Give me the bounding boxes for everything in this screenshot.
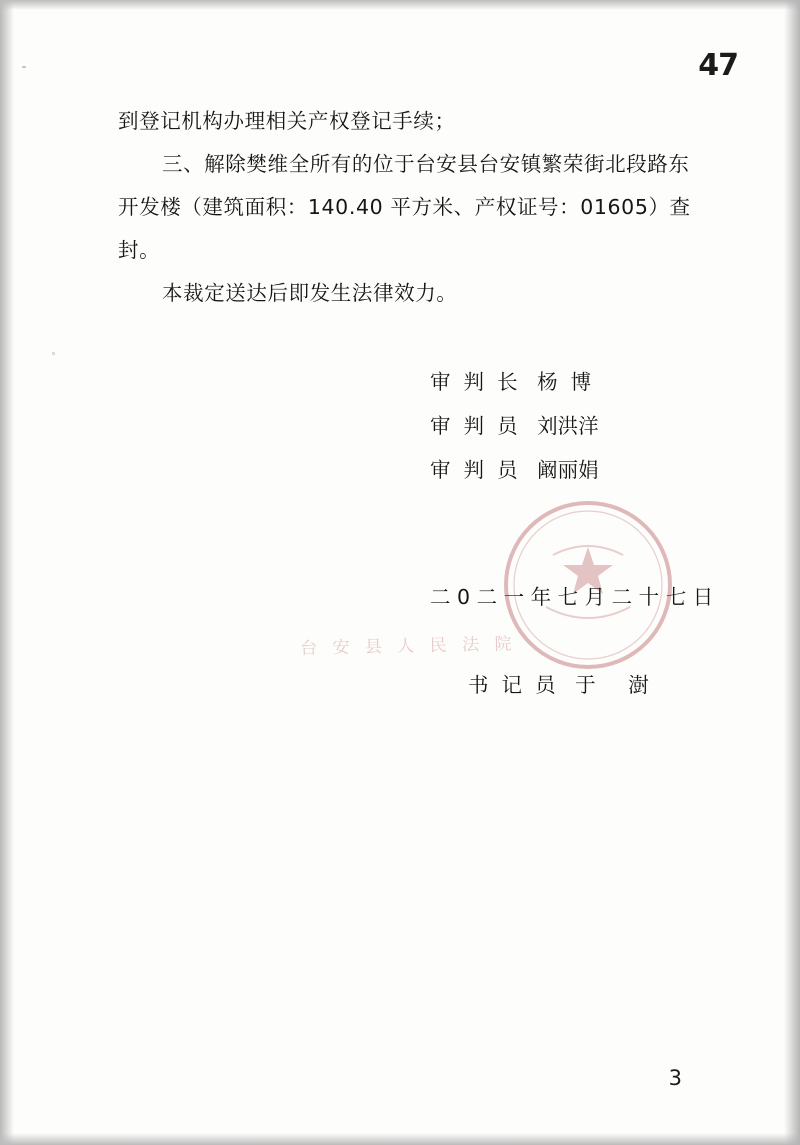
header-page-number: 47 [698,48,738,83]
document-body [118,100,698,315]
signature-name: 杨 博 [537,370,592,394]
footer-page-number: 3 [668,1066,682,1090]
signature-role: 审 判 长 [430,370,518,394]
signature-row [430,448,730,492]
signature-row [430,360,730,404]
clerk-line: 书 记 员 于 澍 [468,673,649,697]
signature-name: 阚丽娟 [537,458,599,482]
signature-row [430,404,730,448]
paragraph-1: 到登记机构办理相关产权登记手续； [118,109,456,133]
signature-role: 审 判 员 [430,458,518,482]
date-line: 二 0 二 一 年 七 月 二 十 七 日 [430,585,714,609]
signature-name: 刘洪洋 [537,414,599,438]
seal-smudge-text: 台 安 县 人 民 法 院 [299,634,517,659]
scan-speck [22,66,26,68]
signature-block [430,360,730,492]
scan-speck [52,352,55,355]
signature-role: 审 判 员 [430,414,518,438]
paragraph-3: 本裁定送达后即发生法律效力。 [162,281,458,305]
paragraph-2: 三、解除樊维全所有的位于台安县台安镇繁荣街北段路东开发楼（建筑面积：140.40 平方米、产权证号：01605）查封。 [118,152,691,262]
